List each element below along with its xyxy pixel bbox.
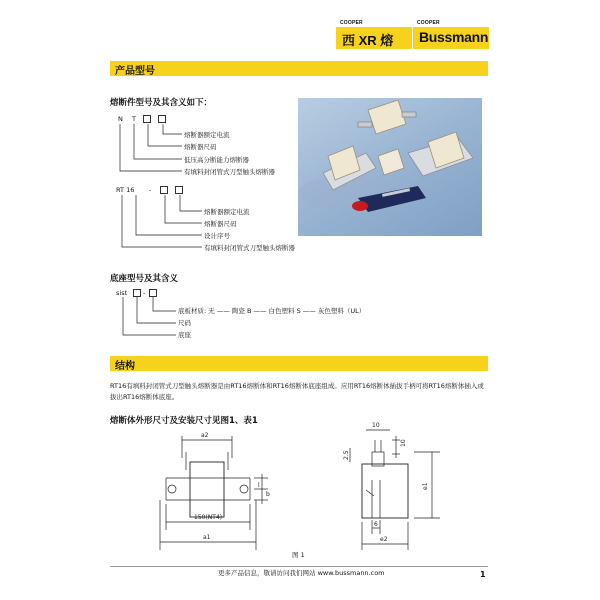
dim-label-l: l	[258, 482, 260, 489]
bussmann-brand: Bussmann	[419, 29, 489, 45]
footer-divider	[110, 566, 488, 567]
section-title-structure: 结构	[115, 361, 135, 372]
base-model-subtitle: 底座型号及其含义	[110, 274, 179, 284]
dim-label-6: 6	[374, 521, 378, 528]
code1-label: 有填料封闭管式刀型触头熔断器	[184, 168, 275, 176]
section-title-model: 产品型号	[115, 66, 155, 77]
code2-dash: -	[149, 186, 152, 194]
code1-label: 熔断器额定电流	[184, 131, 230, 139]
dim-label-10b: 10	[400, 439, 407, 447]
code2-prefix: RT 16	[116, 186, 135, 194]
dimension-subtitle: 熔断体外形尺寸及安装尺寸见图1、表1	[110, 416, 258, 426]
dim-label-a1: a1	[203, 534, 211, 541]
code1-n: N	[118, 115, 123, 123]
dim-label-b: b	[266, 491, 270, 498]
cooper-label: COOPER	[417, 20, 440, 26]
dim-label-e2: e2	[380, 536, 388, 543]
base-label: 底座	[178, 331, 191, 339]
base-label: 尺码	[178, 319, 191, 327]
code2-label: 熔断器额定电流	[204, 208, 250, 216]
dim-label-10a: 10	[372, 422, 380, 429]
dim-label-a2: a2	[201, 432, 209, 439]
code1-label: 熔断器尺码	[184, 143, 217, 151]
fuse-model-subtitle: 熔断件型号及其含义如下：	[110, 98, 213, 108]
page-number: 1	[480, 570, 486, 579]
code1-t: T	[132, 115, 136, 123]
dim-label-150: 150(NT4)	[194, 514, 223, 521]
code1-label: 低压高分断能力熔断器	[184, 156, 249, 164]
footer-text: 更多产品信息，敬请访问我们网站 www.bussmann.com	[218, 569, 385, 577]
dim-label-2-5: 2.5	[343, 450, 350, 460]
code2-label: 熔断器尺码	[204, 220, 237, 228]
figure-caption: 图 1	[292, 551, 305, 559]
dim-label-e1: e1	[422, 482, 429, 490]
code2-label: 有填料封闭管式刀型触头熔断器	[204, 244, 295, 252]
base-prefix: sist	[116, 289, 128, 297]
structure-paragraph: RT16有填料封闭管式刀型触头熔断器是由RT16熔断体和RT16熔断体底座组成。应用RT16熔断体插拔手柄可将RT16熔断体插入或拔出RT16熔断体底座。	[110, 382, 484, 401]
cooper-label: COOPER	[340, 20, 363, 26]
base-dash: -	[143, 289, 146, 297]
base-material-line: 底板材质: 无 —— 陶瓷 B —— 白色塑料 S —— 灰色塑料（UL）	[178, 307, 366, 315]
code2-label: 设计序号	[204, 232, 230, 240]
xirong-brand: 西 XR 熔	[342, 33, 394, 48]
